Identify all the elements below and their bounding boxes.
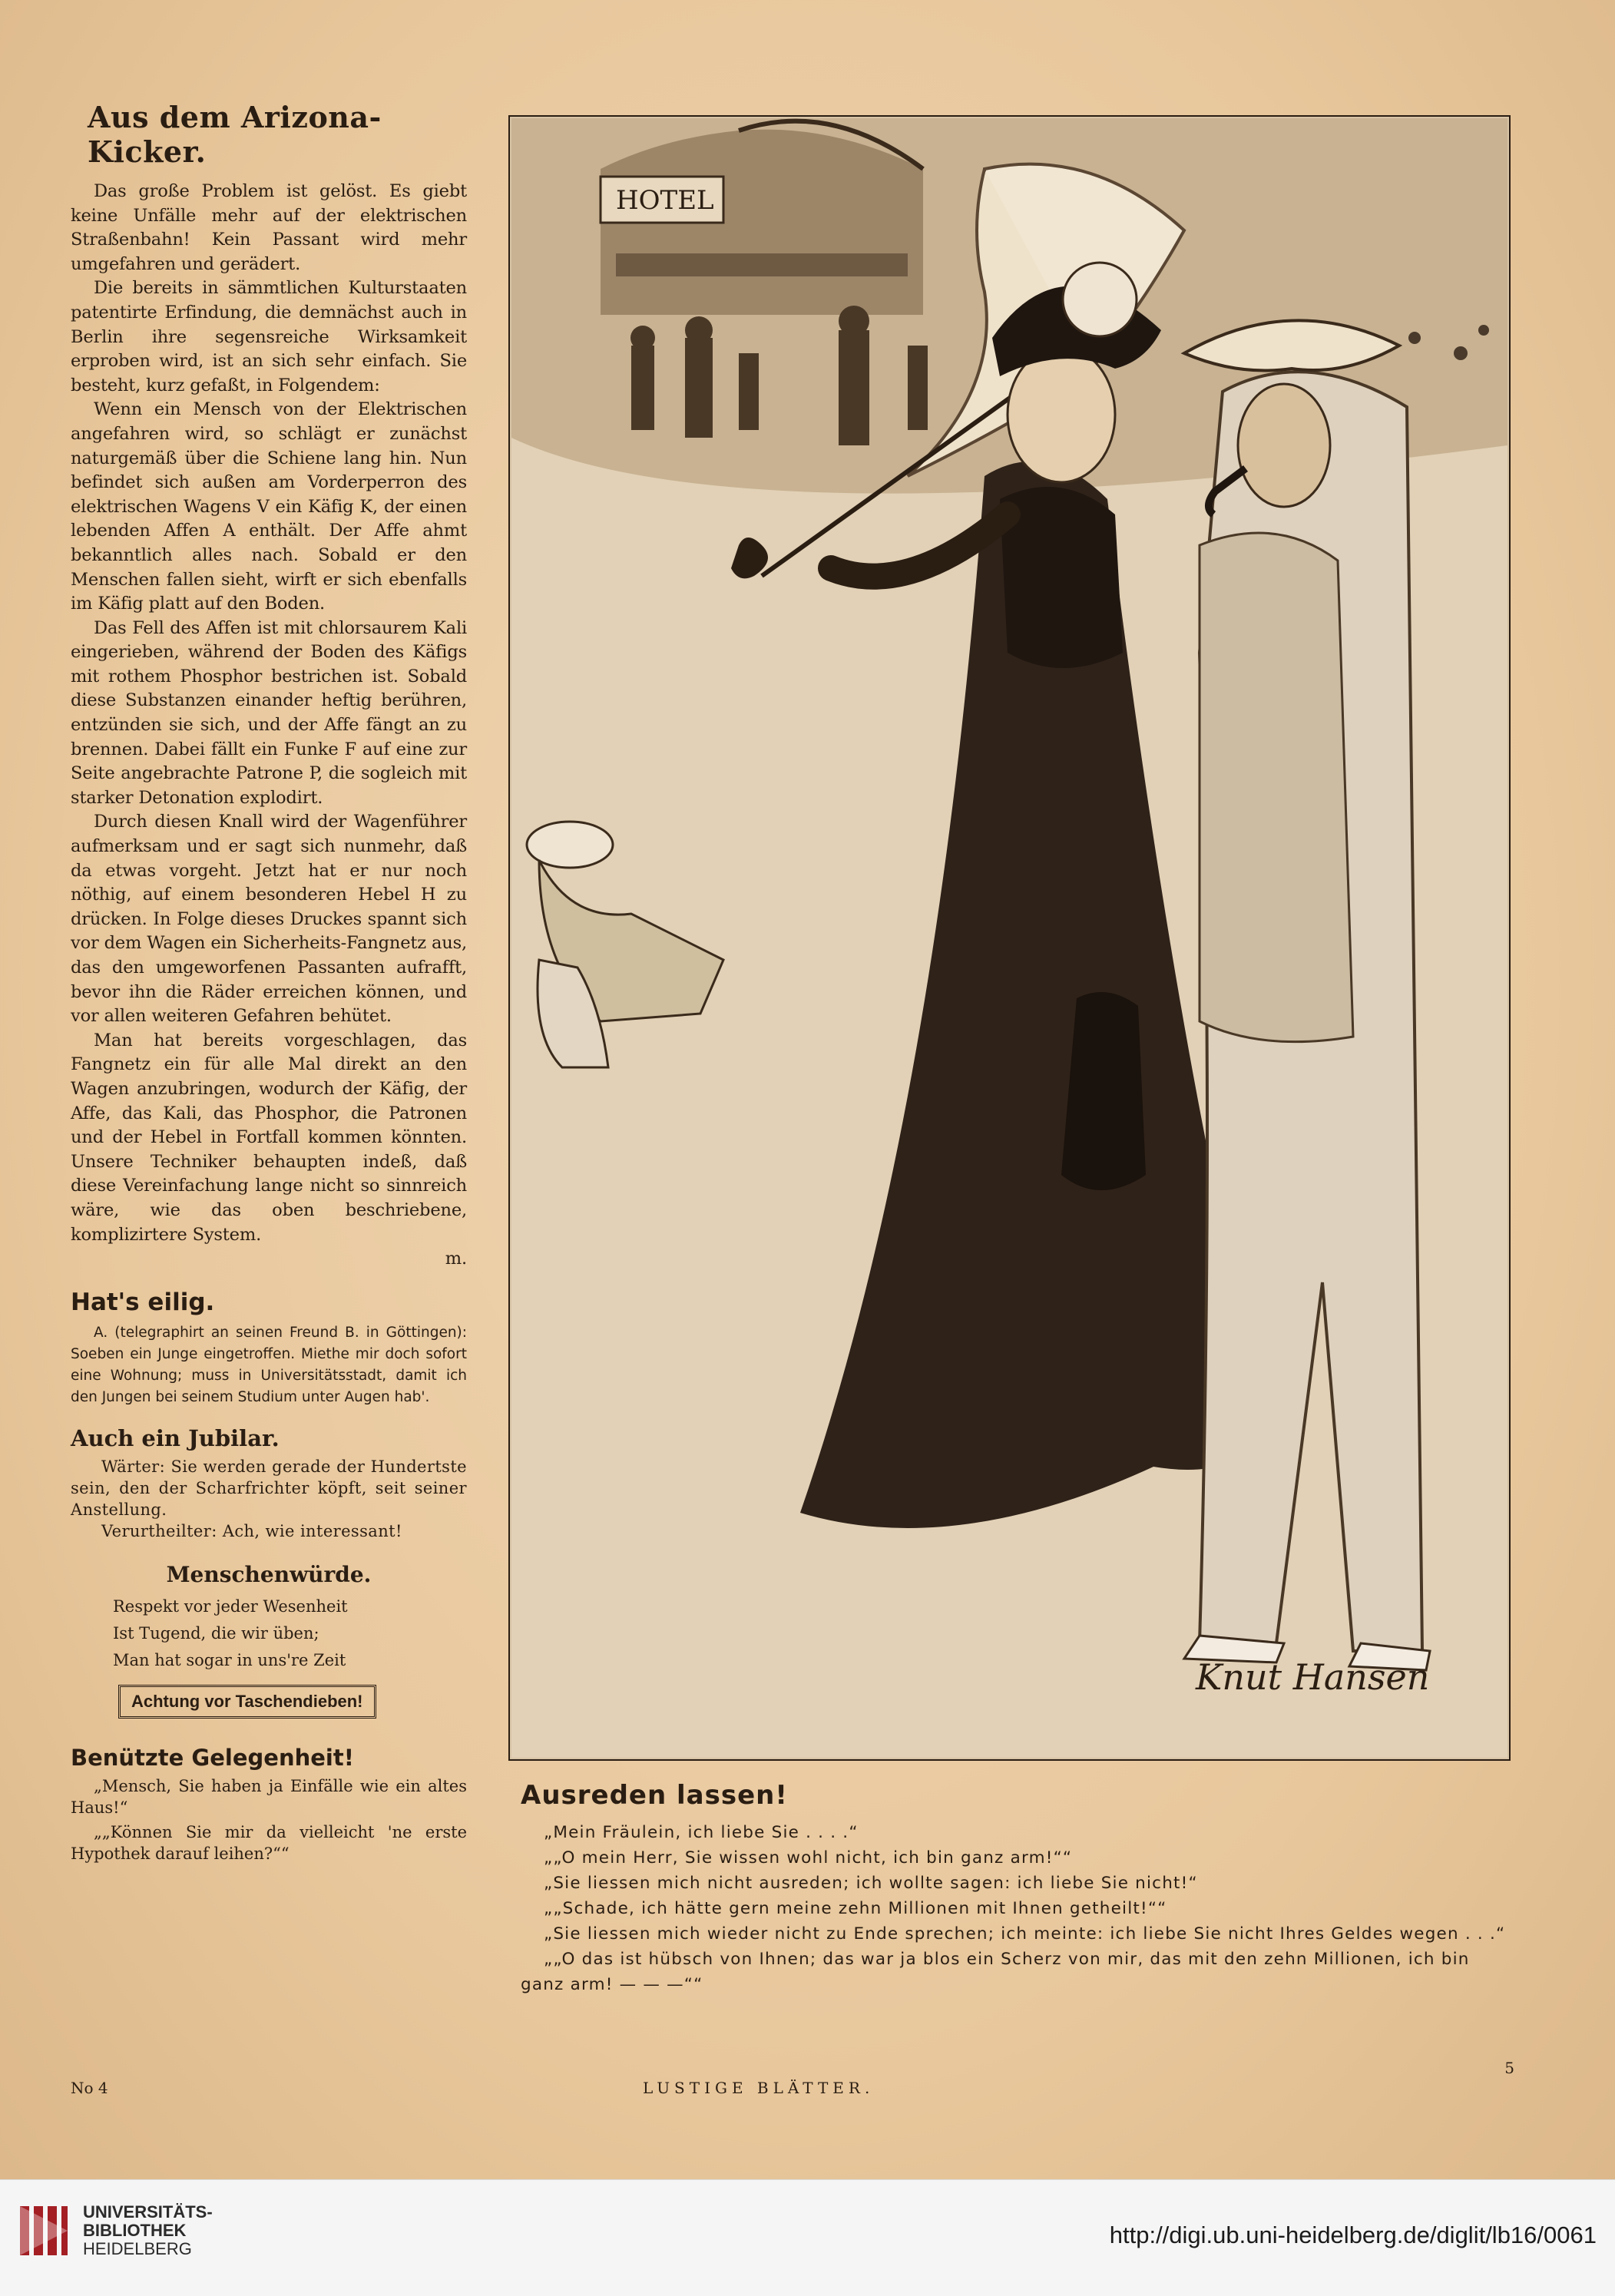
dialogue-line: „Mein Fräulein, ich liebe Sie . . . .“ xyxy=(544,1823,859,1842)
paragraph: Wenn ein Mensch von der Elektrischen angefahren wird, so schlägt er zunächst naturgemäß über die Schiene lang hin. Nun befindet sich außen am Vorderperron des elektrischen Wagens V ein Käfig K, der einen lebenden Affen A enthält. Der Affe ahmt bekanntlich alles nach. Sobald er den Menschen fallen sieht, wirft er sich ebenfalls im Käfig platt auf den Boden. xyxy=(71,399,467,614)
poem-punchline-box: Achtung vor Taschendieben! xyxy=(118,1685,376,1719)
paragraph: Wärter: Sie werden gerade der Hundertste sein, den der Scharfrichter köpft, seit seiner Anstellung. xyxy=(71,1457,467,1519)
dialogue-line: „Sie liessen mich wieder nicht zu Ende sprechen; ich meinte: ich liebe Sie nicht Ihres Geldes wegen . . .“ xyxy=(544,1924,1506,1944)
article-ausreden xyxy=(521,1780,1511,1997)
paragraph: Die bereits in sämmtlichen Kulturstaaten patentirte Erfindung, die demnächst auch in Berlin ihre segensreiche Wirksamkeit erproben wird, ist an sich sehr einfach. Sie besteht, kurz gefaßt, in Folgendem: xyxy=(71,278,467,395)
article-body-arizona xyxy=(71,180,467,1272)
masthead: LUSTIGE BLÄTTER. xyxy=(643,2079,875,2097)
poem-line: Respekt vor jeder Wesenheit xyxy=(113,1596,348,1616)
issue-number: No 4 xyxy=(71,2079,108,2097)
dialogue-line: „„Schade, ich hätte gern meine zehn Millionen mit Ihnen getheilt!““ xyxy=(544,1899,1167,1918)
author-signature: m. xyxy=(445,1249,467,1269)
paragraph: Das große Problem ist gelöst. Es giebt keine Unfälle mehr auf der elektrischen Straßenbahn! Kein Passant wird mehr umgefahren und gerädert. xyxy=(71,181,467,274)
paragraph: Das Fell des Affen ist mit chlorsaurem Kali eingerieben, während der Boden des Käfigs mit rothem Phosphor bestrichen ist. Sobald diese Substanzen einander heftig berühren, entzünden sie sich, und der Affe fängt an zu brennen. Dabei fällt ein Funke F auf eine zur Seite angebrachte Patrone P, die sogleich mit starker Detonation explodirt. xyxy=(71,617,467,808)
library-bar xyxy=(0,2179,1615,2296)
library-name-line: BIBLIOTHEK xyxy=(83,2221,187,2240)
paragraph: Verurtheilter: Ach, wie interessant! xyxy=(101,1521,402,1540)
article-title-ausreden: Ausreden lassen! xyxy=(521,1780,788,1811)
paragraph: „Mensch, Sie haben ja Einfälle wie ein altes Haus!“ xyxy=(71,1776,467,1817)
dialogue-line: „„O das ist hübsch von Ihnen; das war ja blos ein Scherz von mir, das mit den zehn Millionen, ich bin ganz arm! — — —““ xyxy=(521,1950,1470,1994)
library-name-line: UNIVERSITÄTS- xyxy=(83,2202,213,2222)
left-column xyxy=(71,100,467,1864)
article-title-gelegenheit: Benützte Gelegenheit! xyxy=(71,1744,354,1771)
hotel-sign-text: HOTEL xyxy=(616,185,714,216)
poem-title: Menschenwürde. xyxy=(166,1561,372,1587)
dialogue-line: „Sie liessen mich nicht ausreden; ich wollte sagen: ich liebe Sie nicht!“ xyxy=(544,1874,1198,1893)
library-name[interactable] xyxy=(83,2203,213,2258)
illustration-couple-promenade xyxy=(508,115,1511,1761)
paragraph: „„Können Sie mir da vielleicht 'ne erste Hypothek darauf leihen?““ xyxy=(71,1822,467,1863)
permalink-url[interactable]: http://digi.ub.uni-heidelberg.de/diglit/lb16/0061 xyxy=(1109,2222,1597,2248)
article-title-hats-eilig: Hat's eilig. xyxy=(71,1288,215,1316)
poem-body xyxy=(71,1593,467,1674)
page-number: 5 xyxy=(1504,2059,1514,2077)
poem-line: Man hat sogar in uns're Zeit xyxy=(113,1650,346,1669)
article-body-jubilar xyxy=(71,1456,467,1542)
article-title-arizona: Aus dem Arizona-Kicker. xyxy=(88,100,382,169)
paragraph: Man hat bereits vorgeschlagen, das Fangnetz ein für alle Mal direkt an den Wagen anzubringen, wodurch der Käfig, der Affe, das Kali, das Phosphor, die Patronen und der Hebel in Fortfall kommen könnten. Unsere Techniker behaupten indeß, daß diese Vereinfachung lange nicht so sinnreich wäre, wie das oben beschriebene, komplizirtere System. xyxy=(71,1030,467,1245)
artist-signature: Knut Hansen xyxy=(1196,1656,1430,1698)
dialogue-line: „„O mein Herr, Sie wissen wohl nicht, ich bin ganz arm!““ xyxy=(544,1848,1073,1868)
library-logo-icon[interactable] xyxy=(14,2202,72,2260)
paragraph: Durch diesen Knall wird der Wagenführer aufmerksam und er sagt sich nunmehr, daß da etwas vorgeht. Jetzt hat er nur noch nöthig, auf einem besonderen Hebel H zu drücken. In Folge dieses Druckes spannt sich vor dem Wagen ein Sicherheits-Fangnetz aus, das den umgeworfenen Passanten aufrafft, bevor ihn die Räder erreichen können, und vor allen weiteren Gefahren behütet. xyxy=(71,812,467,1027)
page-footer xyxy=(71,2059,1514,2099)
paragraph: A. (telegraphirt an seinen Freund B. in Göttingen): Soeben ein Junge eingetroffen. Miethe mir doch sofort eine Wohnung; muss in Universitätsstadt, damit ich den Jungen bei seinem Studium unter Augen hab'. xyxy=(71,1324,467,1405)
poem-line: Ist Tugend, die wir üben; xyxy=(113,1623,319,1643)
article-body-hats-eilig xyxy=(71,1322,467,1408)
article-body-gelegenheit xyxy=(71,1775,467,1864)
library-name-line: HEIDELBERG xyxy=(83,2239,192,2258)
article-title-jubilar: Auch ein Jubilar. xyxy=(71,1424,280,1451)
